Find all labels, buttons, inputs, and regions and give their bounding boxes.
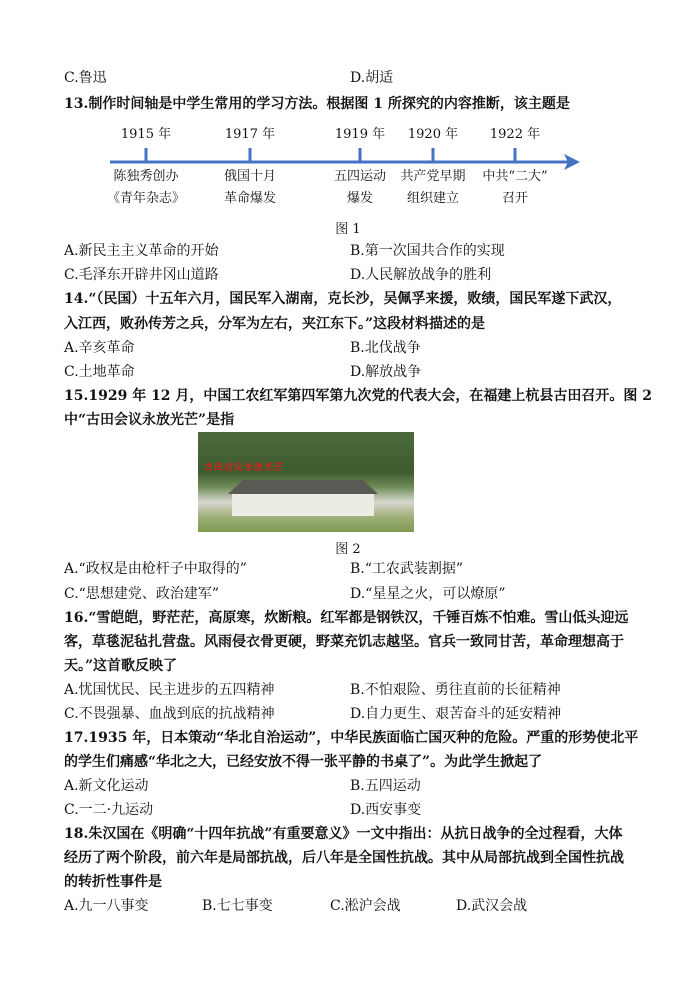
timeline-event-line2-4: 召开 (501, 191, 529, 206)
building-roof (228, 480, 378, 494)
q17-stem-line2: 的学生们痛感“华北之大，已经安放不得一张平静的书桌了”。为此学生掀起了 (64, 754, 543, 770)
timeline-event-line1-3: 共产党早期 (400, 169, 466, 184)
q15-stem-line2: 中“古田会议永放光芒”是指 (64, 412, 235, 428)
building-wall (232, 494, 374, 516)
q17-stem-line1: 17.1935 年，日本策动“华北自治运动”，中华民族面临亡国灭种的危险。严重的形势使北平 (64, 730, 639, 746)
q16-option-c: C.不畏强暴、血战到底的抗战精神 (64, 706, 275, 722)
timeline-event-line1-0: 陈独秀创办 (113, 169, 179, 184)
q15-stem-line1: 15.1929 年 12 月，中国工农红军第四军第九次党的代表大会，在福建上杭县古田召开。图 2 (64, 388, 653, 404)
photo-sign-text: 古田会议永放光芒 (204, 463, 285, 473)
q18-option-c: C.淞沪会战 (330, 898, 401, 914)
q16-stem-line3: 天。”这首歌反映了 (64, 658, 178, 674)
q17-option-c: C.一二·九运动 (64, 802, 154, 818)
figure2-caption: 图 2 (335, 542, 361, 557)
timeline-year-2: 1919 年 (334, 127, 386, 142)
q14-stem-line1: 14.“（民国）十五年六月，国民军入湖南，克长沙，吴佩孚来援，败绩，国民军遂下武汉， (64, 291, 622, 307)
q13-option-c: C.毛泽东开辟井冈山道路 (64, 267, 219, 283)
timeline-year-3: 1920 年 (407, 127, 459, 142)
q13-stem: 13.制作时间轴是中学生常用的学习方法。根据图 1 所探究的内容推断，该主题是 (64, 96, 570, 112)
figure1-caption: 图 1 (335, 222, 361, 237)
timeline-event-line2-2: 爆发 (346, 191, 374, 206)
q13-option-a: A.新民主主义革命的开始 (64, 243, 219, 259)
q15-option-d: D.“星星之火，可以燎原” (350, 586, 506, 602)
timeline-event-line1-1: 俄国十月 (223, 169, 277, 184)
q14-option-a: A.辛亥革命 (64, 340, 135, 356)
q17-option-b: B.五四运动 (350, 778, 421, 794)
q14-option-d: D.解放战争 (350, 364, 422, 380)
q16-option-a: A.忧国忧民、民主进步的五四精神 (64, 682, 275, 698)
q14-stem-line2: 入江西，败孙传芳之兵，分军为左右，夹江东下。”这段材料描述的是 (64, 316, 486, 332)
q16-stem-line2: 客，草毯泥毡扎营盘。风雨侵衣骨更硬，野菜充饥志越坚。官兵一致同甘苦，革命理想高于 (64, 634, 624, 650)
q16-option-d: D.自力更生、艰苦奋斗的延安精神 (350, 706, 562, 722)
q18-stem-line1: 18.朱汉国在《明确“十四年抗战”有重要意义》一文中指出：从抗日战争的全过程看，大体 (64, 826, 623, 842)
timeline-year-0: 1915 年 (120, 127, 172, 142)
q16-stem-line1: 16.“雪皑皑，野茫茫，高原寒，炊断粮。红军都是钢铁汉，千锤百炼不怕难。雪山低头迎远 (64, 610, 629, 626)
timeline-figure (100, 118, 590, 214)
timeline-event-line2-3: 组织建立 (406, 191, 460, 206)
q13-option-b: B.第一次国共合作的实现 (350, 243, 505, 259)
timeline-year-4: 1922 年 (489, 127, 541, 142)
q12-option-c: C.鲁迅 (64, 70, 107, 86)
q15-option-a: A.“政权是由枪杆子中取得的” (64, 561, 247, 577)
q18-option-b: B.七七事变 (202, 898, 273, 914)
q15-option-c: C.“思想建党、政治建军” (64, 586, 219, 602)
timeline-event-line2-0: 《青年杂志》 (106, 191, 186, 206)
q13-option-d: D.人民解放战争的胜利 (350, 267, 492, 283)
q14-option-b: B.北伐战争 (350, 340, 421, 356)
q18-stem-line2: 经历了两个阶段，前六年是局部抗战，后八年是全国性抗战。其中从局部抗战到全国性抗战 (64, 850, 624, 866)
q16-option-b: B.不怕艰险、勇往直前的长征精神 (350, 682, 561, 698)
timeline-event-line1-2: 五四运动 (333, 169, 387, 184)
q14-option-c: C.土地革命 (64, 364, 135, 380)
timeline-event-line1-4: 中共“二大” (482, 169, 548, 184)
q17-option-d: D.西安事变 (350, 802, 422, 818)
gutian-meeting-photo (198, 432, 414, 532)
q15-option-b: B.“工农武装割据” (350, 561, 464, 577)
q18-stem-line3: 的转折性事件是 (64, 874, 162, 890)
timeline-year-1: 1917 年 (224, 127, 276, 142)
q18-option-d: D.武汉会战 (456, 898, 528, 914)
timeline-event-line2-1: 革命爆发 (223, 191, 277, 206)
q18-option-a: A.九一八事变 (64, 898, 149, 914)
q17-option-a: A.新文化运动 (64, 778, 149, 794)
q12-option-d: D.胡适 (350, 70, 394, 86)
